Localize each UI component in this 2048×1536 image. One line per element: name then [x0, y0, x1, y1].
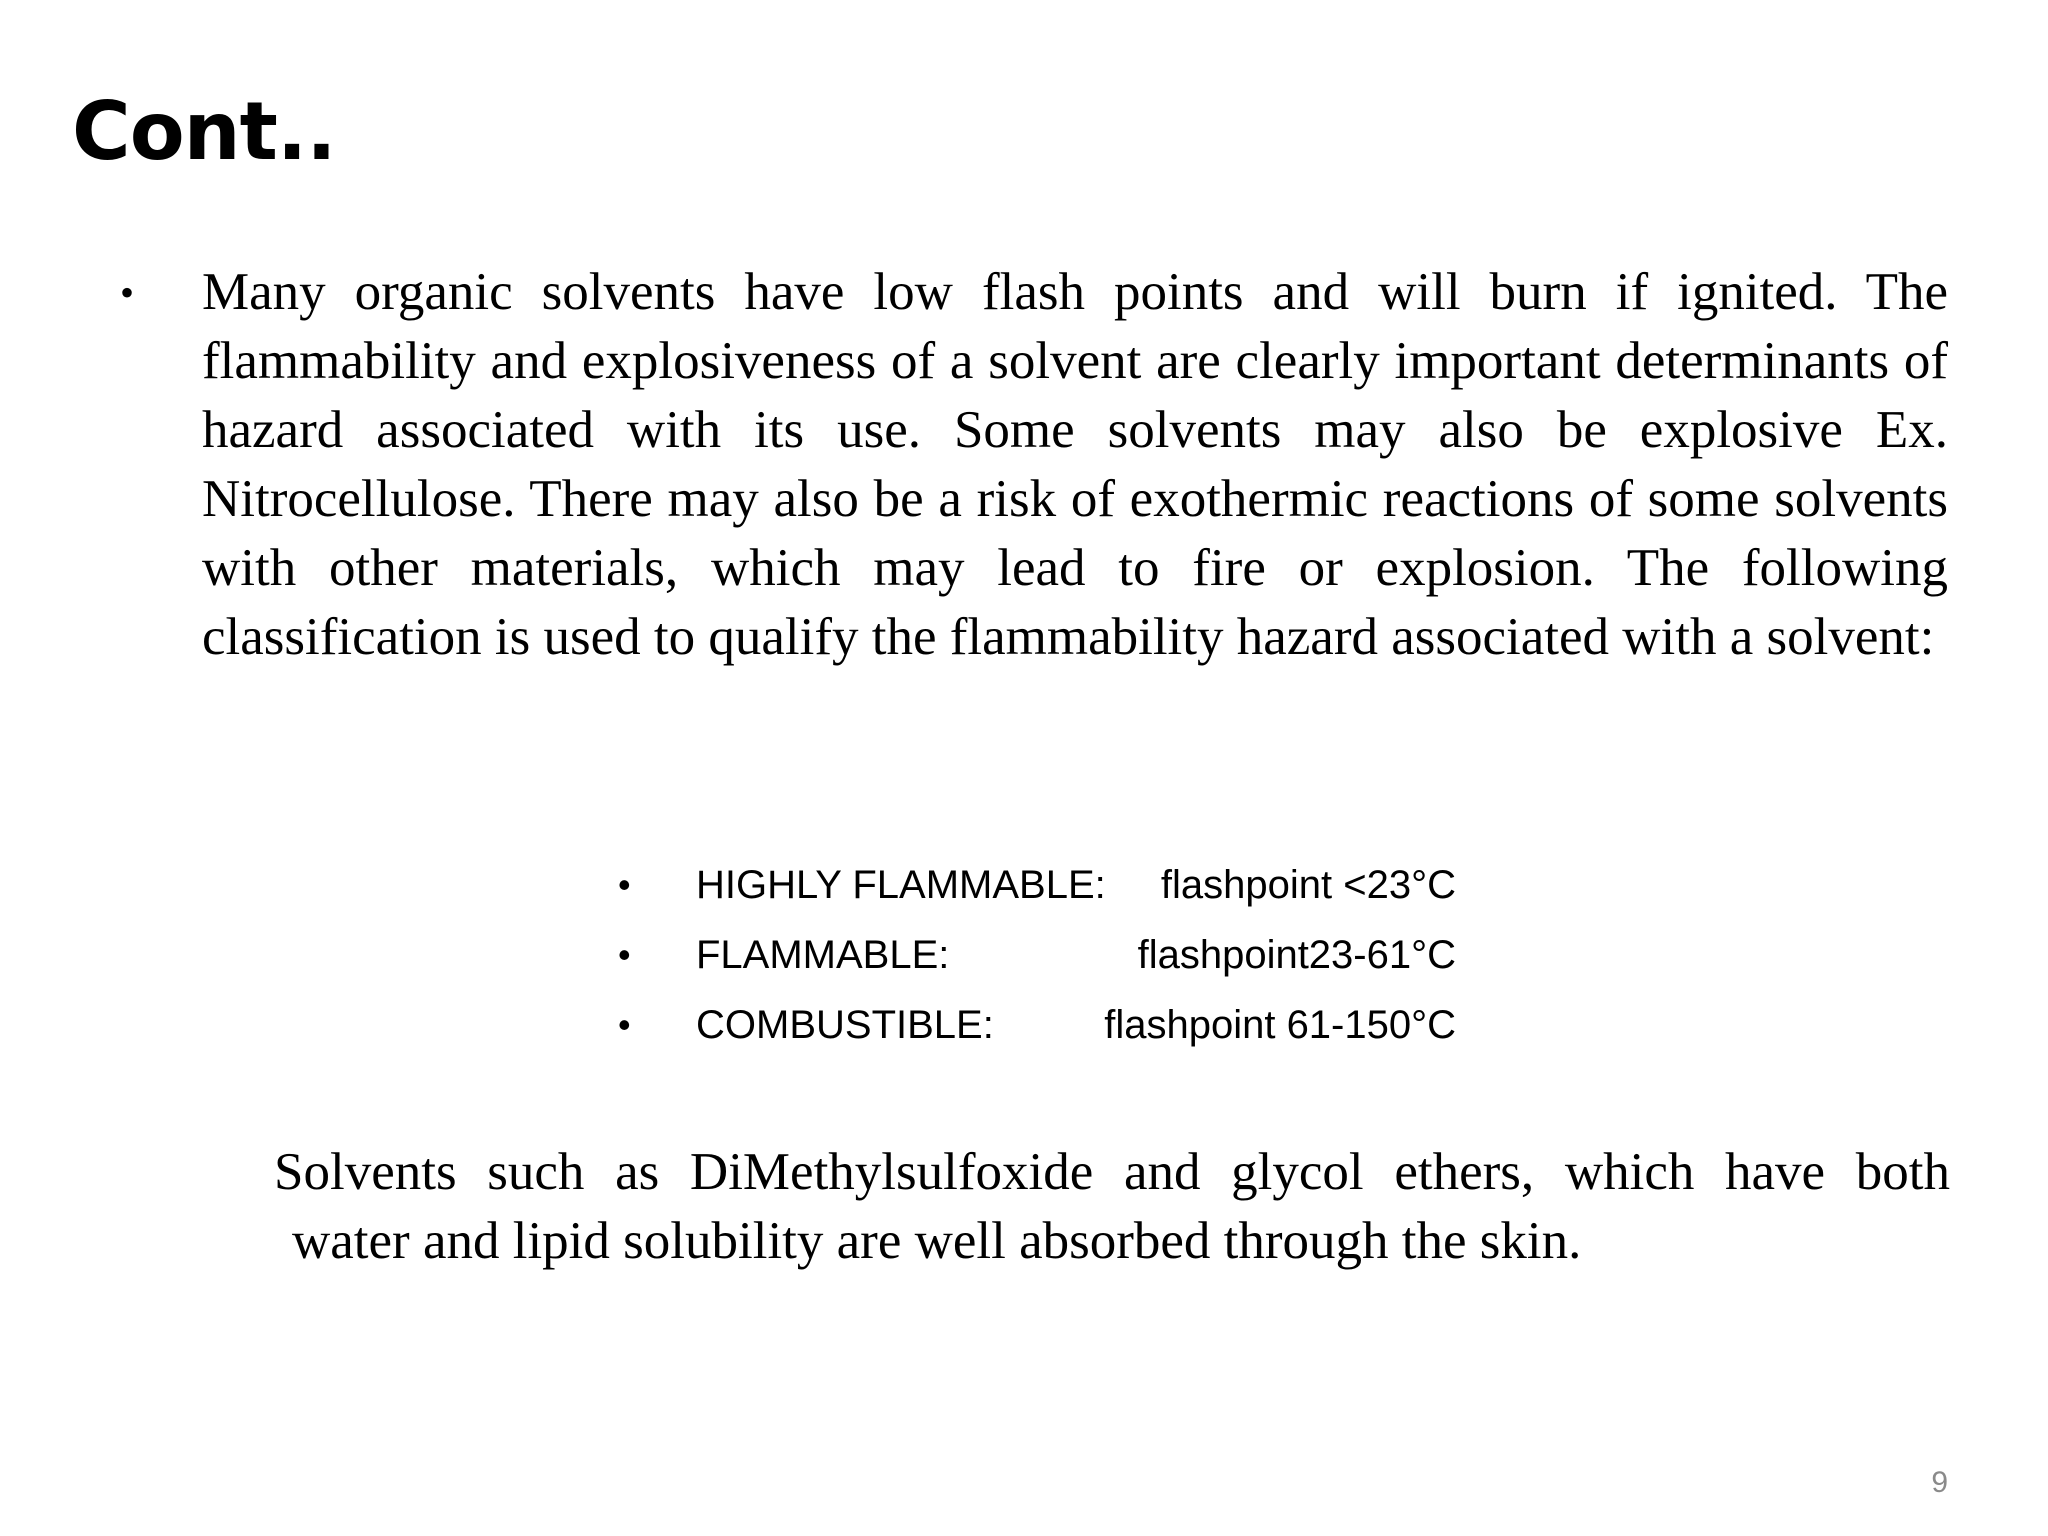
classification-value: flashpoint 61-150°C — [1104, 1003, 1456, 1047]
flammability-classification-list — [610, 850, 1470, 1060]
bullet-icon: • — [120, 270, 135, 315]
classification-item-combustible — [610, 990, 1470, 1060]
bullet-icon: • — [618, 1004, 631, 1045]
classification-item-highly-flammable — [610, 850, 1470, 920]
closing-paragraph — [274, 1138, 1950, 1276]
main-bullet-text: Many organic solvents have low flash points and will burn if ignited. The flammability and explosiveness of a solvent are clearly important determinants of hazard associated with its use. Some solvents may also be explosive Ex. Nitrocellulose. There may also be a risk of exothermic reactions of some solvents with other materials, which may lead to fire or explosion. The following classification is used to qualify the flammability hazard associated with a solvent: — [202, 263, 1948, 666]
classification-value: flashpoint23-61°C — [1137, 933, 1456, 977]
closing-line-1: Solvents such as DiMethylsulfoxide and glycol ethers, which have both — [274, 1143, 1950, 1201]
closing-line-2: water and lipid solubility are well absorbed through the skin. — [292, 1212, 1582, 1270]
classification-item-flammable — [610, 920, 1470, 990]
classification-label: COMBUSTIBLE: — [696, 1003, 994, 1047]
classification-label: HIGHLY FLAMMABLE: — [696, 863, 1106, 907]
classification-value: flashpoint <23°C — [1160, 863, 1456, 907]
page-number: 9 — [1931, 1466, 1948, 1499]
bullet-icon: • — [618, 864, 631, 905]
bullet-icon: • — [618, 934, 631, 975]
slide-title: Cont.. — [72, 85, 336, 178]
classification-label: FLAMMABLE: — [696, 933, 950, 977]
